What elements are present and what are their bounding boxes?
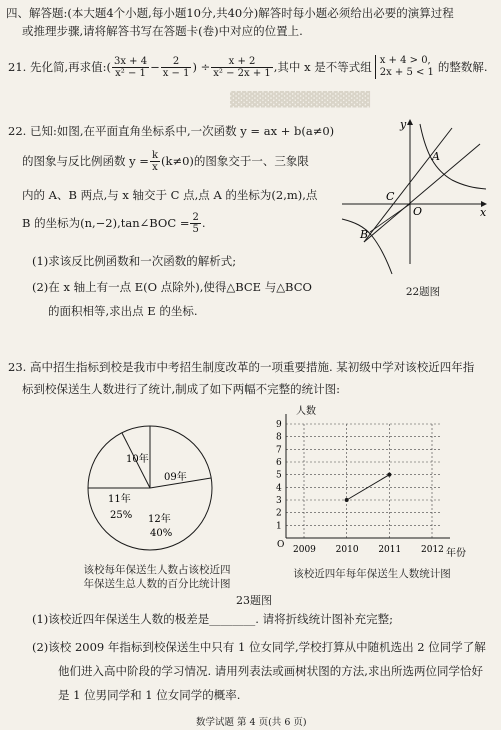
y-tick-label: 7	[276, 445, 282, 456]
q23-line-1: 23. 高中招生指标到校是我市中考招生制度改革的一项重要措施. 某初级中学对该校近四年指	[8, 360, 475, 374]
line-chart-caption: 该校近四年每年保送生人数统计图	[293, 568, 451, 580]
q21-minus: −	[150, 60, 160, 74]
pie-pct-11: 25%	[110, 510, 133, 521]
pie-caption-1: 该校每年保送生人数占该校近四	[83, 564, 231, 576]
q22-fraction-k-x: $\frac{k}{x}$	[151, 149, 159, 173]
x-tick-label: 2010	[335, 545, 359, 555]
q22-line-4: B 的坐标为(n,−2),tan∠BOC = $\frac{2}{5}$ .	[22, 211, 206, 235]
q22-line-2: 的图象与反比例函数 y = $\frac{k}{x}$ (k≠0)的图象交于一、三象限	[22, 149, 309, 173]
question-21	[8, 50, 488, 84]
segment-OB-line	[364, 144, 480, 242]
q21-paren: (	[106, 60, 111, 74]
q23-part-2-cont-2: 是 1 位男同学和 1 位女同学的概率.	[58, 688, 241, 702]
q22-part-2-cont: 的面积相等,求出点 E 的坐标.	[48, 304, 198, 318]
line-chart	[262, 400, 482, 560]
x-tick-label: 2011	[378, 545, 402, 555]
q22-fraction-tan: $\frac{2}{5}$	[192, 211, 199, 235]
pie-label-09: 09年	[164, 472, 187, 483]
y-axis-label: y	[400, 118, 407, 131]
chart-ylabel: 人数	[296, 406, 316, 417]
linear-function-line	[364, 128, 452, 242]
y-tick-label: 8	[276, 432, 282, 443]
section-heading-cont: 或推理步骤,请将解答书写在答题卡(卷)中对应的位置上.	[22, 24, 303, 38]
page-footer: 数学试题 第 4 页(共 6 页)	[196, 717, 307, 728]
y-tick-label: 6	[276, 458, 282, 468]
section-heading: 四、解答题:(本大题4个小题,每小题10分,共40分)解答时每小题必须给出必要的演算过程	[6, 6, 454, 20]
q21-inequality-system: x + 4 > 0, 2x + 5 < 1	[375, 55, 434, 79]
y-tick-label: 2	[276, 508, 282, 519]
chart-xlabel: 年份	[446, 548, 466, 559]
pie-caption-2: 年保送生总人数的百分比统计图	[83, 578, 231, 590]
q23-part-2: (2)该校 2009 年指标到校保送生中只有 1 位女同学,学校打算从中随机选出 2 位同学了解	[32, 640, 486, 654]
pie-label-10: 10年	[126, 454, 149, 465]
q21-fraction-1: $\frac{3x + 4}{\text{x² − 1}}$	[113, 55, 148, 79]
y-tick-label: 9	[276, 420, 282, 430]
y-tick-label: 5	[276, 470, 282, 481]
q21-tail: ,其中 x 是不等式组	[273, 60, 372, 74]
y-tick-label: 4	[276, 483, 282, 494]
q23-part-1: (1)该校近四年保送生人数的极差是________. 请将折线统计图补充完整;	[32, 612, 393, 626]
q22-line-1: 22. 已知:如图,在平面直角坐标系中,一次函数 y = ax + b(a≠0)	[8, 124, 335, 138]
point-O-label: O	[413, 205, 423, 218]
q22-figure-caption: 22题图	[405, 286, 441, 298]
data-point	[387, 473, 391, 477]
x-tick-label: 2012	[421, 545, 444, 555]
pie-chart	[80, 418, 220, 558]
q23-part-2-cont: 他们进入高中阶段的学习情况. 请用列表法或画树状图的方法,求出所选两位同学恰好	[58, 664, 483, 678]
q22-part-2: (2)在 x 轴上有一点 E(O 点除外),使得△BCE 与△BCO	[32, 280, 312, 294]
y-tick-label: 3	[276, 496, 282, 506]
y-tick-label: 1	[276, 521, 282, 532]
q22-line-3: 内的 A、B 两点,与 x 轴交于 C 点,点 A 的坐标为(2,m),点	[22, 188, 318, 202]
pie-pct-12: 40%	[150, 528, 173, 539]
q21-paren-close: ) ÷	[192, 60, 211, 74]
q21-tail-2: 的整数解.	[437, 60, 488, 74]
watermark-text: ▓▓▓▓▓▓▓▓▓▓▓▓▓	[230, 92, 370, 108]
point-C-label: C	[386, 190, 395, 203]
point-A-label: A	[432, 150, 440, 163]
q21-fraction-3: $\frac{x + 2}{\text{x² − 2x + 1}}$	[213, 55, 271, 79]
q22-figure	[340, 114, 490, 279]
point-B-label: B	[360, 228, 369, 241]
pie-label-11: 11年	[108, 494, 131, 505]
q23-figure-label: 23题图	[236, 594, 272, 607]
x-tick-label: 2009	[293, 545, 316, 555]
x-axis-label: x	[480, 206, 487, 219]
origin-label: O	[277, 540, 285, 550]
data-point	[345, 498, 349, 502]
q21-fraction-2: $\frac{2}{x - 1}$	[162, 55, 190, 79]
pie-label-12: 12年	[148, 514, 171, 525]
q23-line-2: 标到校保送生人数进行了统计,制成了如下两幅不完整的统计图:	[22, 382, 341, 396]
q22-part-1: (1)求该反比例函数和一次函数的解析式;	[32, 254, 237, 268]
q21-lead: 21. 先化简,再求值:	[8, 60, 107, 74]
